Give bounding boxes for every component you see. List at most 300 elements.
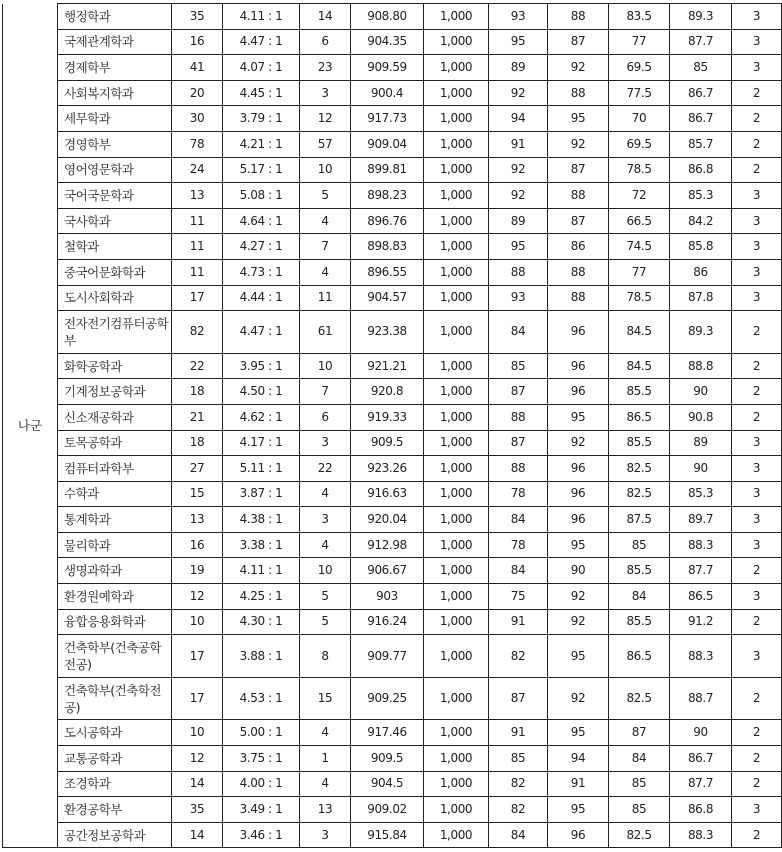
table-cell: 3.88 : 1 [223, 635, 300, 678]
table-cell: 84 [489, 507, 548, 533]
table-cell: 22 [300, 456, 351, 482]
table-cell: 77 [609, 259, 670, 285]
table-cell: 95 [548, 635, 609, 678]
table-cell: 2 [732, 771, 782, 797]
table-cell: 1,000 [424, 183, 489, 209]
table-cell: 90 [548, 558, 609, 584]
table-cell: 92 [489, 157, 548, 183]
table-cell: 96 [548, 507, 609, 533]
table-cell: 4.21 : 1 [223, 131, 300, 157]
table-cell: 17 [172, 285, 223, 311]
table-cell: 82 [489, 797, 548, 823]
table-cell: 917.73 [351, 106, 424, 132]
table-cell: 11 [300, 285, 351, 311]
table-cell: 41 [172, 55, 223, 81]
table-cell: 88.8 [670, 353, 732, 379]
table-row [3, 157, 782, 183]
table-cell: 88 [489, 404, 548, 430]
table-cell: 3 [732, 456, 782, 482]
table-cell: 87.7 [670, 558, 732, 584]
table-cell: 10 [300, 558, 351, 584]
table-cell: 10 [300, 157, 351, 183]
table-cell: 3 [732, 532, 782, 558]
table-cell: 85.8 [670, 234, 732, 260]
table-cell: 84.5 [609, 353, 670, 379]
department-name: 영어영문학과 [58, 157, 172, 183]
table-cell: 87 [489, 379, 548, 405]
table-cell: 903 [351, 584, 424, 610]
table-cell: 1,000 [424, 234, 489, 260]
department-name: 수학과 [58, 481, 172, 507]
table-cell: 3.49 : 1 [223, 797, 300, 823]
table-cell: 92 [548, 430, 609, 456]
table-cell: 86.7 [670, 106, 732, 132]
table-cell: 3 [732, 481, 782, 507]
table-cell: 88.3 [670, 822, 732, 848]
department-name: 환경공학부 [58, 797, 172, 823]
table-cell: 3 [732, 797, 782, 823]
table-cell: 1,000 [424, 285, 489, 311]
table-cell: 89 [489, 55, 548, 81]
department-name: 국제관계학과 [58, 29, 172, 55]
table-cell: 84 [609, 746, 670, 772]
table-row [3, 234, 782, 260]
table-cell: 1,000 [424, 746, 489, 772]
table-cell: 86 [670, 259, 732, 285]
table-row [3, 532, 782, 558]
table-cell: 1,000 [424, 208, 489, 234]
table-cell: 4 [300, 481, 351, 507]
table-cell: 904.5 [351, 771, 424, 797]
table-cell: 909.59 [351, 55, 424, 81]
table-cell: 1,000 [424, 507, 489, 533]
table-cell: 5.11 : 1 [223, 456, 300, 482]
table-cell: 86.5 [670, 584, 732, 610]
table-cell: 2 [732, 353, 782, 379]
table-cell: 86.5 [609, 404, 670, 430]
table-cell: 82.5 [609, 677, 670, 720]
table-cell: 2 [732, 404, 782, 430]
table-cell: 3.95 : 1 [223, 353, 300, 379]
table-cell: 83.5 [609, 4, 670, 30]
table-row [3, 507, 782, 533]
table-cell: 7 [300, 234, 351, 260]
department-name: 도시공학과 [58, 720, 172, 746]
table-cell: 90 [670, 720, 732, 746]
table-cell: 921.21 [351, 353, 424, 379]
table-cell: 95 [548, 106, 609, 132]
table-cell: 82 [172, 311, 223, 354]
table-cell: 88.3 [670, 532, 732, 558]
table-row [3, 822, 782, 848]
table-cell: 22 [172, 353, 223, 379]
table-cell: 4.27 : 1 [223, 234, 300, 260]
table-row [3, 746, 782, 772]
table-cell: 90 [670, 379, 732, 405]
table-cell: 74.5 [609, 234, 670, 260]
table-cell: 90.8 [670, 404, 732, 430]
table-cell: 89 [670, 430, 732, 456]
table-cell: 30 [172, 106, 223, 132]
table-cell: 96 [548, 379, 609, 405]
table-cell: 3.38 : 1 [223, 532, 300, 558]
department-name: 세무학과 [58, 106, 172, 132]
table-cell: 4.38 : 1 [223, 507, 300, 533]
table-cell: 91 [489, 131, 548, 157]
table-cell: 57 [300, 131, 351, 157]
table-cell: 92 [548, 131, 609, 157]
department-name: 융합응용화학과 [58, 609, 172, 635]
table-cell: 95 [548, 797, 609, 823]
table-cell: 3 [732, 584, 782, 610]
table-cell: 95 [548, 404, 609, 430]
table-cell: 85 [670, 55, 732, 81]
table-cell: 96 [548, 822, 609, 848]
table-cell: 82.5 [609, 456, 670, 482]
department-name: 통계학과 [58, 507, 172, 533]
table-row [3, 55, 782, 81]
table-cell: 4 [300, 259, 351, 285]
table-cell: 1 [300, 746, 351, 772]
table-cell: 95 [548, 532, 609, 558]
table-cell: 3 [732, 55, 782, 81]
table-cell: 82.5 [609, 481, 670, 507]
table-cell: 4 [300, 532, 351, 558]
table-cell: 69.5 [609, 55, 670, 81]
table-cell: 3 [300, 507, 351, 533]
table-cell: 84 [489, 558, 548, 584]
table-cell: 95 [489, 29, 548, 55]
table-cell: 61 [300, 311, 351, 354]
department-name: 행정학과 [58, 4, 172, 30]
table-cell: 5 [300, 609, 351, 635]
table-cell: 909.5 [351, 430, 424, 456]
table-cell: 2 [732, 822, 782, 848]
table-cell: 88.7 [670, 677, 732, 720]
table-cell: 916.24 [351, 609, 424, 635]
table-cell: 75 [489, 584, 548, 610]
table-cell: 88 [489, 259, 548, 285]
table-row [3, 677, 782, 720]
table-cell: 10 [172, 609, 223, 635]
table-cell: 912.98 [351, 532, 424, 558]
table-cell: 91 [489, 609, 548, 635]
table-cell: 86.5 [609, 635, 670, 678]
table-cell: 3 [732, 430, 782, 456]
table-cell: 20 [172, 80, 223, 106]
table-cell: 4.44 : 1 [223, 285, 300, 311]
table-cell: 14 [172, 822, 223, 848]
table-cell: 915.84 [351, 822, 424, 848]
table-cell: 900.4 [351, 80, 424, 106]
table-cell: 1,000 [424, 481, 489, 507]
table-cell: 13 [172, 183, 223, 209]
table-cell: 3 [732, 259, 782, 285]
table-cell: 84 [489, 822, 548, 848]
table-row [3, 208, 782, 234]
department-name: 조경학과 [58, 771, 172, 797]
table-row [3, 285, 782, 311]
table-cell: 14 [300, 4, 351, 30]
table-cell: 82 [489, 771, 548, 797]
department-name: 환경원예학과 [58, 584, 172, 610]
table-cell: 4 [300, 771, 351, 797]
table-cell: 5.08 : 1 [223, 183, 300, 209]
department-name: 컴퓨터과학부 [58, 456, 172, 482]
table-row [3, 609, 782, 635]
table-cell: 95 [548, 720, 609, 746]
department-name: 건축학부(건축학전공) [58, 677, 172, 720]
table-cell: 12 [172, 746, 223, 772]
table-cell: 69.5 [609, 131, 670, 157]
table-cell: 15 [172, 481, 223, 507]
table-cell: 3 [732, 507, 782, 533]
table-cell: 3 [732, 208, 782, 234]
table-cell: 5.17 : 1 [223, 157, 300, 183]
department-name: 공간정보공학과 [58, 822, 172, 848]
table-cell: 87 [489, 430, 548, 456]
table-cell: 16 [172, 532, 223, 558]
table-cell: 4.73 : 1 [223, 259, 300, 285]
table-cell: 3 [732, 234, 782, 260]
table-cell: 14 [172, 771, 223, 797]
table-row [3, 259, 782, 285]
table-cell: 1,000 [424, 456, 489, 482]
table-row [3, 456, 782, 482]
department-name: 전자전기컴퓨터공학부 [58, 311, 172, 354]
table-cell: 18 [172, 430, 223, 456]
table-cell: 89.3 [670, 311, 732, 354]
table-cell: 1,000 [424, 106, 489, 132]
table-cell: 6 [300, 29, 351, 55]
table-cell: 3.87 : 1 [223, 481, 300, 507]
table-cell: 1,000 [424, 311, 489, 354]
table-cell: 4.30 : 1 [223, 609, 300, 635]
table-cell: 78 [489, 532, 548, 558]
table-cell: 2 [732, 379, 782, 405]
table-cell: 96 [548, 311, 609, 354]
table-cell: 87.5 [609, 507, 670, 533]
table-cell: 92 [548, 677, 609, 720]
table-cell: 12 [172, 584, 223, 610]
table-row [3, 558, 782, 584]
table-cell: 920.8 [351, 379, 424, 405]
table-cell: 87 [489, 677, 548, 720]
table-row [3, 430, 782, 456]
table-cell: 3 [732, 635, 782, 678]
table-cell: 84 [609, 584, 670, 610]
table-cell: 4.11 : 1 [223, 558, 300, 584]
table-cell: 899.81 [351, 157, 424, 183]
table-cell: 87.7 [670, 771, 732, 797]
table-cell: 70 [609, 106, 670, 132]
table-cell: 89 [489, 208, 548, 234]
table-cell: 4.47 : 1 [223, 29, 300, 55]
table-cell: 13 [172, 507, 223, 533]
table-cell: 6 [300, 404, 351, 430]
table-cell: 4.62 : 1 [223, 404, 300, 430]
table-cell: 15 [300, 677, 351, 720]
table-cell: 89.7 [670, 507, 732, 533]
table-cell: 91 [489, 720, 548, 746]
table-cell: 2 [732, 720, 782, 746]
table-cell: 11 [172, 208, 223, 234]
group-cell: 나군 [3, 4, 58, 848]
table-row [3, 771, 782, 797]
table-cell: 1,000 [424, 822, 489, 848]
table-cell: 85.5 [609, 558, 670, 584]
table-cell: 1,000 [424, 80, 489, 106]
table-cell: 88.3 [670, 635, 732, 678]
table-row [3, 29, 782, 55]
table-cell: 87.7 [670, 29, 732, 55]
table-cell: 1,000 [424, 558, 489, 584]
table-cell: 4.17 : 1 [223, 430, 300, 456]
table-cell: 3.79 : 1 [223, 106, 300, 132]
table-cell: 17 [172, 635, 223, 678]
table-cell: 1,000 [424, 584, 489, 610]
department-name: 물리학과 [58, 532, 172, 558]
table-cell: 90 [670, 456, 732, 482]
table-cell: 17 [172, 677, 223, 720]
table-cell: 77.5 [609, 80, 670, 106]
table-cell: 909.77 [351, 635, 424, 678]
table-cell: 1,000 [424, 4, 489, 30]
table-cell: 88 [489, 456, 548, 482]
table-cell: 4.64 : 1 [223, 208, 300, 234]
table-cell: 5 [300, 584, 351, 610]
table-row [3, 404, 782, 430]
table-cell: 85 [489, 353, 548, 379]
table-cell: 1,000 [424, 131, 489, 157]
table-cell: 13 [300, 797, 351, 823]
table-row [3, 353, 782, 379]
department-name: 중국어문화학과 [58, 259, 172, 285]
table-cell: 909.04 [351, 131, 424, 157]
table-cell: 4 [300, 208, 351, 234]
table-cell: 85 [489, 746, 548, 772]
table-cell: 1,000 [424, 157, 489, 183]
table-cell: 1,000 [424, 379, 489, 405]
table-cell: 1,000 [424, 720, 489, 746]
table-cell: 896.76 [351, 208, 424, 234]
table-cell: 87 [548, 208, 609, 234]
table-cell: 92 [548, 55, 609, 81]
table-cell: 16 [172, 29, 223, 55]
table-cell: 96 [548, 353, 609, 379]
department-name: 건축학부(건축공학전공) [58, 635, 172, 678]
table-cell: 1,000 [424, 404, 489, 430]
table-cell: 88 [548, 183, 609, 209]
table-cell: 904.35 [351, 29, 424, 55]
table-cell: 72 [609, 183, 670, 209]
table-cell: 35 [172, 797, 223, 823]
table-cell: 66.5 [609, 208, 670, 234]
table-cell: 4.47 : 1 [223, 311, 300, 354]
table-cell: 916.63 [351, 481, 424, 507]
table-row [3, 4, 782, 30]
table-cell: 84 [489, 311, 548, 354]
table-cell: 11 [172, 259, 223, 285]
table-cell: 10 [172, 720, 223, 746]
table-cell: 2 [732, 80, 782, 106]
table-cell: 87 [548, 157, 609, 183]
table-cell: 923.26 [351, 456, 424, 482]
table-cell: 5 [300, 183, 351, 209]
table-cell: 2 [732, 157, 782, 183]
table-cell: 3 [732, 285, 782, 311]
table-cell: 906.67 [351, 558, 424, 584]
table-cell: 87.8 [670, 285, 732, 311]
table-cell: 85.5 [609, 430, 670, 456]
table-cell: 77 [609, 29, 670, 55]
table-cell: 1,000 [424, 55, 489, 81]
table-row [3, 584, 782, 610]
table-cell: 1,000 [424, 430, 489, 456]
table-cell: 86.8 [670, 797, 732, 823]
department-name: 국사학과 [58, 208, 172, 234]
department-name: 국어국문학과 [58, 183, 172, 209]
table-cell: 18 [172, 379, 223, 405]
department-name: 교통공학과 [58, 746, 172, 772]
table-row [3, 720, 782, 746]
table-cell: 92 [489, 80, 548, 106]
table-row [3, 635, 782, 678]
table-cell: 78.5 [609, 285, 670, 311]
table-cell: 2 [732, 746, 782, 772]
table-cell: 4.07 : 1 [223, 55, 300, 81]
table-cell: 86.8 [670, 157, 732, 183]
table-row [3, 379, 782, 405]
table-cell: 82.5 [609, 822, 670, 848]
table-cell: 904.57 [351, 285, 424, 311]
table-cell: 919.33 [351, 404, 424, 430]
table-cell: 5.00 : 1 [223, 720, 300, 746]
table-cell: 82 [489, 635, 548, 678]
table-cell: 7 [300, 379, 351, 405]
table-cell: 896.55 [351, 259, 424, 285]
department-name: 신소재공학과 [58, 404, 172, 430]
table-cell: 94 [548, 746, 609, 772]
table-cell: 88 [548, 259, 609, 285]
table-cell: 11 [172, 234, 223, 260]
table-cell: 93 [489, 285, 548, 311]
table-cell: 19 [172, 558, 223, 584]
table-cell: 85 [609, 797, 670, 823]
table-cell: 23 [300, 55, 351, 81]
table-cell: 2 [732, 609, 782, 635]
department-name: 기계정보공학과 [58, 379, 172, 405]
department-name: 경영학부 [58, 131, 172, 157]
table-cell: 1,000 [424, 797, 489, 823]
table-cell: 1,000 [424, 771, 489, 797]
table-cell: 909.25 [351, 677, 424, 720]
table-cell: 923.38 [351, 311, 424, 354]
table-cell: 920.04 [351, 507, 424, 533]
table-cell: 3 [300, 80, 351, 106]
table-cell: 2 [732, 558, 782, 584]
table-cell: 3 [300, 822, 351, 848]
table-row [3, 131, 782, 157]
table-cell: 89.3 [670, 4, 732, 30]
table-row [3, 481, 782, 507]
table-cell: 78 [172, 131, 223, 157]
department-name: 화학공학과 [58, 353, 172, 379]
table-cell: 908.80 [351, 4, 424, 30]
table-cell: 78 [489, 481, 548, 507]
table-cell: 898.23 [351, 183, 424, 209]
table-cell: 1,000 [424, 353, 489, 379]
